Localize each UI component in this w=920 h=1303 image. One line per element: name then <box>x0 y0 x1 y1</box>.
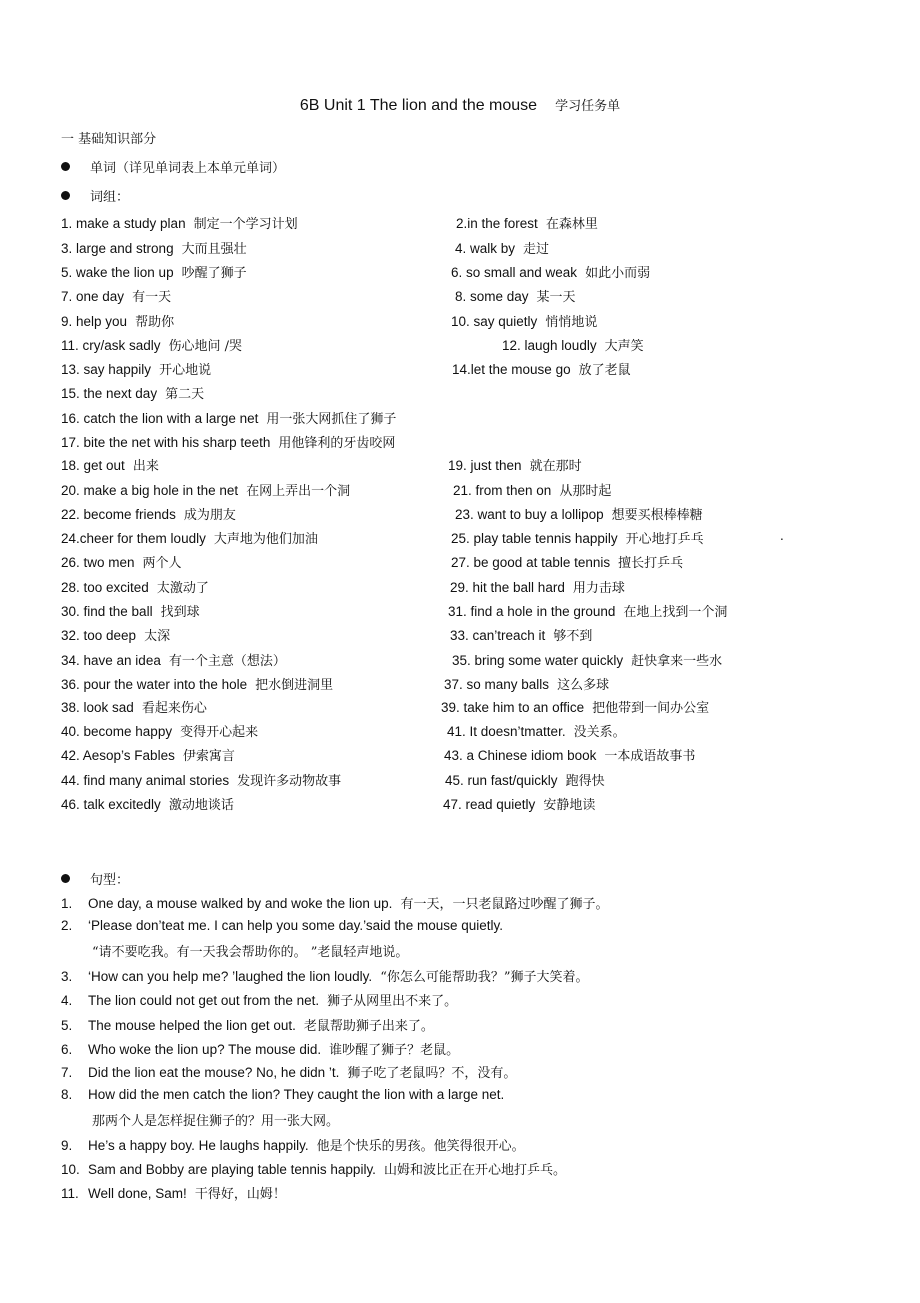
phrase-item <box>61 504 236 523</box>
phrase-item <box>61 408 396 427</box>
phrase-en: 35. bring some water quickly <box>452 653 624 668</box>
bullet-icon <box>61 874 70 883</box>
phrase-en: 28. too excited <box>61 580 149 595</box>
phrase-en: 26. two men <box>61 555 135 570</box>
phrase-en: 25. play table tennis happily <box>451 531 618 546</box>
sentence-number: 6. <box>61 1042 73 1057</box>
phrase-item <box>450 577 625 596</box>
sentence-number: 3. <box>61 969 73 984</box>
phrase-item <box>61 697 207 716</box>
phrase-zh: 成为朋友 <box>183 508 236 523</box>
phrase-en: 43. a Chinese idiom book <box>444 748 597 763</box>
phrase-en: 40. become happy <box>61 724 173 739</box>
phrase-en: 12. laugh loudly <box>502 338 597 353</box>
phrase-en: 44. find many animal stories <box>61 773 230 788</box>
phrase-zh: 从那时起 <box>559 484 612 499</box>
phrase-zh: 这么多球 <box>557 678 610 693</box>
phrase-item <box>61 745 235 764</box>
phrase-zh: 伤心地问 /哭 <box>168 339 243 354</box>
phrase-zh: 把他带到一间办公室 <box>592 701 710 716</box>
phrase-en: 24.cheer for them loudly <box>61 531 206 546</box>
phrase-item <box>452 359 631 378</box>
phrase-zh: 在网上弄出一个洞 <box>246 484 351 499</box>
phrase-item <box>448 455 582 474</box>
phrase-item <box>61 650 286 669</box>
page-title <box>0 95 920 115</box>
phrase-en: 4. walk by <box>455 241 516 256</box>
phrase-zh: 有一个主意（想法） <box>168 654 286 669</box>
sentence-zh: 有一天，一只老鼠路过吵醒了狮子。 <box>400 897 609 912</box>
bullet-icon <box>61 162 70 171</box>
sentence-zh: 狮子从网里出不来了。 <box>327 994 458 1009</box>
phrase-en: 7. one day <box>61 289 125 304</box>
sentence-zh: 谁吵醒了狮子？老鼠。 <box>329 1043 460 1058</box>
title-zh: 学习任务单 <box>555 99 621 114</box>
sentence-zh: 他是个快乐的男孩。他笑得很开心。 <box>316 1139 525 1154</box>
phrase-en: 21. from then on <box>453 483 552 498</box>
sentence-zh: “你怎么可能帮助我？”狮子大笑着。 <box>380 970 589 985</box>
phrase-item <box>455 504 703 523</box>
phrase-zh: 某一天 <box>536 290 576 305</box>
phrase-zh: 发现许多动物故事 <box>237 774 342 789</box>
phrases-heading: 词组： <box>90 190 130 205</box>
phrase-en: 8. some day <box>455 289 529 304</box>
sentence-en: He’s a happy boy. He laughs happily. <box>88 1138 309 1153</box>
phrase-item <box>61 359 211 378</box>
sentence-item <box>61 966 588 985</box>
phrase-item <box>61 480 350 499</box>
sentence-number: 5. <box>61 1018 73 1033</box>
phrase-en: 38. look sad <box>61 700 134 715</box>
sentence-en: Sam and Bobby are playing table tennis happily. <box>88 1162 376 1177</box>
stray-mark: . <box>780 528 784 543</box>
sentence-number: 7. <box>61 1065 73 1080</box>
phrase-item <box>448 601 727 620</box>
phrase-en: 6. so small and weak <box>451 265 578 280</box>
phrase-item <box>61 794 234 813</box>
phrase-zh: 看起来伤心 <box>141 701 207 716</box>
phrase-item <box>61 455 159 474</box>
phrase-en: 10. say quietly <box>451 314 538 329</box>
words-heading: 单词（详见单词表上本单元单词） <box>90 161 286 176</box>
phrase-zh: 走过 <box>523 242 550 257</box>
phrase-zh: 擅长打乒乓 <box>618 556 684 571</box>
phrase-item <box>61 311 174 330</box>
phrase-en: 39. take him to an office <box>441 700 585 715</box>
phrase-en: 32. too deep <box>61 628 137 643</box>
phrase-item <box>61 601 200 620</box>
phrase-zh: 一本成语故事书 <box>604 749 696 764</box>
phrase-zh: 激动地谈话 <box>168 798 234 813</box>
phrase-en: 19. just then <box>448 458 522 473</box>
phrase-item <box>447 721 626 740</box>
phrase-zh: 有一天 <box>132 290 172 305</box>
sentence-number: 9. <box>61 1138 73 1153</box>
phrase-en: 41. It doesn’tmatter. <box>447 724 566 739</box>
phrase-zh: 想要买根棒棒糖 <box>611 508 703 523</box>
sentence-zh: 老鼠帮助狮子出来了。 <box>303 1019 434 1034</box>
phrase-item <box>61 625 170 644</box>
phrase-zh: 开心地说 <box>159 363 212 378</box>
phrase-en: 30. find the ball <box>61 604 153 619</box>
sentence-number: 4. <box>61 993 73 1008</box>
phrase-item <box>451 552 683 571</box>
sentence-en: One day, a mouse walked by and woke the lion up. <box>88 896 393 911</box>
phrase-item <box>453 480 611 499</box>
phrase-zh: 大声地为他们加油 <box>213 532 318 547</box>
sentence-zh: 狮子吃了老鼠吗？不，没有。 <box>347 1066 517 1081</box>
phrase-zh: 吵醒了狮子 <box>181 266 247 281</box>
sentences-heading: 句型： <box>90 873 130 888</box>
sentence-en: Who woke the lion up? The mouse did. <box>88 1042 322 1057</box>
phrase-zh: 悄悄地说 <box>545 315 598 330</box>
phrase-zh: 制定一个学习计划 <box>193 217 298 232</box>
phrase-en: 15. the next day <box>61 386 158 401</box>
phrase-zh: 如此小而弱 <box>585 266 651 281</box>
phrase-zh: 用他锋利的牙齿咬网 <box>278 436 396 451</box>
sentence-en: ‘How can you help me? ’laughed the lion loudly. <box>88 969 373 984</box>
phrase-zh: 找到球 <box>160 605 200 620</box>
phrase-zh: 没关系。 <box>573 725 626 740</box>
phrase-item <box>450 625 592 644</box>
phrase-en: 31. find a hole in the ground <box>448 604 616 619</box>
phrase-item <box>61 674 333 693</box>
sentence-item <box>92 1110 339 1129</box>
sentence-item <box>61 1159 566 1178</box>
phrase-item <box>61 721 258 740</box>
phrase-zh: 放了老鼠 <box>578 363 631 378</box>
phrase-item <box>61 577 209 596</box>
phrase-item <box>61 552 182 571</box>
phrase-zh: 两个人 <box>142 556 182 571</box>
phrase-item <box>61 432 395 451</box>
phrase-zh: 跑得快 <box>565 774 605 789</box>
sentence-zh: 干得好，山姆！ <box>194 1187 286 1202</box>
phrase-zh: 在地上找到一个洞 <box>623 605 728 620</box>
phrase-en: 9. help you <box>61 314 128 329</box>
phrase-zh: 帮助你 <box>135 315 175 330</box>
phrase-item <box>441 697 709 716</box>
phrase-item <box>452 650 722 669</box>
sentence-en: Did the lion eat the mouse? No, he didn ’t. <box>88 1065 340 1080</box>
phrase-item <box>451 262 650 281</box>
phrase-en: 17. bite the net with his sharp teeth <box>61 435 271 450</box>
phrase-item <box>61 213 298 232</box>
phrase-zh: 够不到 <box>553 629 593 644</box>
phrase-zh: 太深 <box>144 629 171 644</box>
sentence-item <box>61 1183 286 1202</box>
sentence-number: 2. <box>61 918 73 933</box>
sentence-item <box>61 990 457 1009</box>
phrase-item <box>444 674 609 693</box>
phrase-item <box>455 238 549 257</box>
sentence-item <box>61 918 503 933</box>
phrase-item <box>61 335 242 354</box>
phrase-item <box>61 262 247 281</box>
phrase-zh: 就在那时 <box>529 459 582 474</box>
phrase-en: 13. say happily <box>61 362 152 377</box>
phrase-en: 23. want to buy a lollipop <box>455 507 604 522</box>
phrase-en: 27. be good at table tennis <box>451 555 611 570</box>
phrase-item <box>455 286 576 305</box>
phrase-en: 34. have an idea <box>61 653 161 668</box>
phrase-en: 2.in the forest <box>456 216 538 231</box>
sentence-zh: 那两个人是怎样捉住狮子的？用一张大网。 <box>92 1114 340 1129</box>
phrase-zh: 大而且强壮 <box>181 242 247 257</box>
phrase-zh: 用力击球 <box>572 581 625 596</box>
phrase-item <box>456 213 598 232</box>
phrase-zh: 太激动了 <box>156 581 209 596</box>
phrase-en: 18. get out <box>61 458 125 473</box>
phrase-en: 29. hit the ball hard <box>450 580 565 595</box>
phrase-en: 11. cry/ask sadly <box>61 338 161 353</box>
phrase-zh: 出来 <box>132 459 159 474</box>
phrase-en: 36. pour the water into the hole <box>61 677 248 692</box>
phrase-zh: 开心地打乒乓 <box>625 532 704 547</box>
phrase-en: 5. wake the lion up <box>61 265 174 280</box>
phrase-en: 22. become friends <box>61 507 176 522</box>
sentence-number: 8. <box>61 1087 73 1102</box>
phrase-en: 1. make a study plan <box>61 216 186 231</box>
phrase-zh: 第二天 <box>165 387 205 402</box>
phrase-en: 45. run fast/quickly <box>445 773 558 788</box>
sentence-en: ‘Please don’teat me. I can help you some day.’said the mouse quietly. <box>88 918 503 933</box>
phrase-item <box>445 770 605 789</box>
phrase-item <box>61 286 171 305</box>
sentence-item <box>61 1039 459 1058</box>
phrase-zh: 变得开心起来 <box>180 725 259 740</box>
phrase-item <box>61 383 204 402</box>
title-en: 6B Unit 1 The lion and the mouse <box>299 97 538 114</box>
phrase-en: 33. can’treach it <box>450 628 546 643</box>
phrase-item <box>502 335 644 354</box>
sentence-item <box>61 1062 516 1081</box>
phrase-zh: 用一张大网抓住了狮子 <box>266 412 397 427</box>
phrase-en: 47. read quietly <box>443 797 536 812</box>
phrase-zh: 把水倒进洞里 <box>255 678 334 693</box>
sentence-number: 11. <box>61 1186 79 1201</box>
sentence-item <box>61 1015 434 1034</box>
phrase-zh: 安静地读 <box>543 798 596 813</box>
phrase-zh: 伊索寓言 <box>182 749 235 764</box>
phrase-item <box>451 311 597 330</box>
sentence-zh: 山姆和波比正在开心地打乒乓。 <box>383 1163 566 1178</box>
phrase-item <box>61 770 341 789</box>
phrase-zh: 在森林里 <box>545 217 598 232</box>
sentence-number: 1. <box>61 896 73 911</box>
bullet-icon <box>61 191 70 200</box>
phrase-en: 3. large and strong <box>61 241 174 256</box>
phrase-zh: 赶快拿来一些水 <box>631 654 723 669</box>
sentence-number: 10. <box>61 1162 80 1177</box>
sentence-item <box>61 1135 525 1154</box>
sentence-zh: “请不要吃我。有一天我会帮助你的。 ”老鼠轻声地说。 <box>92 945 409 960</box>
phrase-en: 20. make a big hole in the net <box>61 483 239 498</box>
phrase-en: 14.let the mouse go <box>452 362 571 377</box>
sentence-en: How did the men catch the lion? They caught the lion with a large net. <box>88 1087 505 1102</box>
phrase-item <box>443 794 595 813</box>
phrase-en: 46. talk excitedly <box>61 797 161 812</box>
sentence-en: The lion could not get out from the net. <box>88 993 320 1008</box>
sentence-en: The mouse helped the lion get out. <box>88 1018 296 1033</box>
sentence-en: Well done, Sam! <box>88 1186 187 1201</box>
phrase-item <box>444 745 695 764</box>
phrase-item <box>451 528 704 547</box>
section-heading: 一 基础知识部分 <box>61 132 157 147</box>
phrase-en: 16. catch the lion with a large net <box>61 411 259 426</box>
sentence-item <box>61 1087 504 1102</box>
sentence-item <box>92 941 408 960</box>
phrase-en: 37. so many balls <box>444 677 550 692</box>
sentence-item <box>61 893 608 912</box>
phrase-zh: 大声笑 <box>604 339 644 354</box>
phrase-en: 42. Aesop’s Fables <box>61 748 175 763</box>
phrase-item <box>61 528 318 547</box>
phrase-item <box>61 238 247 257</box>
